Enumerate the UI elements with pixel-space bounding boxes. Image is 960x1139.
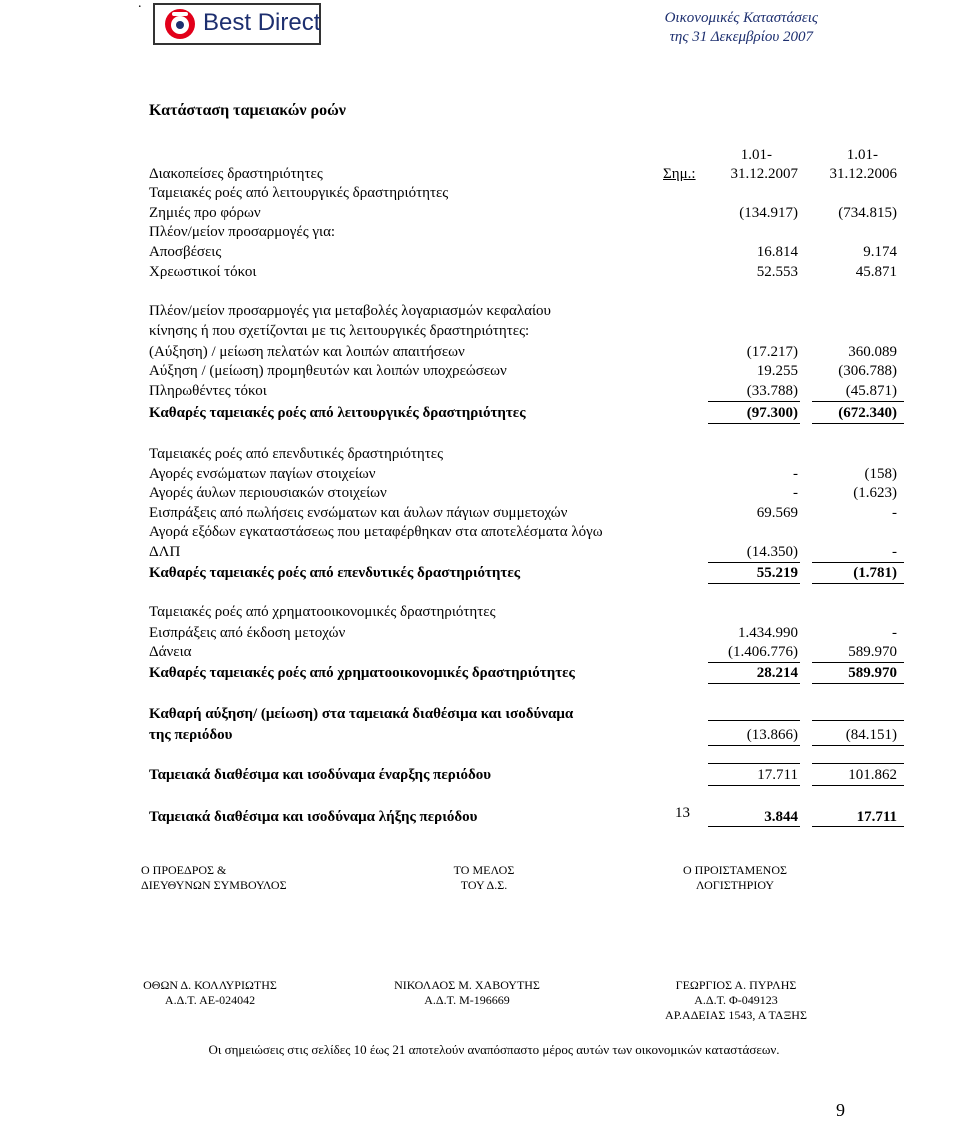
row-value-2006: (734.815) — [838, 205, 897, 221]
underline — [708, 683, 800, 684]
signatory-1-details — [120, 978, 300, 1008]
signatory-3-id: Α.Δ.Τ. Φ-049123 — [694, 993, 778, 1007]
underline — [812, 562, 904, 563]
row-value-2006: - — [892, 544, 897, 560]
signatory-2-title — [414, 863, 554, 893]
underline — [812, 826, 904, 827]
underline — [812, 763, 904, 764]
underline — [812, 583, 904, 584]
row-total-value-2006: (1.781) — [853, 565, 897, 581]
section-investing-heading: Ταμειακές ροές από επενδυτικές δραστηριότητες — [149, 446, 444, 462]
note-reference: 13 — [675, 805, 690, 821]
row-label: Πληρωθέντες τόκοι — [149, 383, 267, 399]
underline — [708, 423, 800, 424]
row-total-value-2007: 28.214 — [756, 665, 798, 681]
underline — [708, 583, 800, 584]
column-label: Διακοπείσες δραστηριότητες — [149, 166, 323, 182]
row-value-2006: 589.970 — [848, 644, 897, 660]
stray-mark: . — [138, 0, 142, 11]
row-total-value-2006: 17.711 — [856, 809, 897, 825]
row-value-2006: 45.871 — [855, 264, 897, 280]
signatory-1-title — [128, 863, 308, 893]
signatory-2-title-line1: ΤΟ ΜΕΛΟΣ — [453, 863, 515, 877]
row-total-label: Καθαρές ταμειακές ροές από χρηματοοικονομικές δραστηριότητες — [149, 665, 575, 681]
row-value-2007: (33.788) — [746, 383, 798, 399]
underline — [812, 720, 904, 721]
section-operating-heading: Ταμειακές ροές από λειτουργικές δραστηριότητες — [149, 185, 449, 201]
signatory-3-details — [636, 978, 836, 1023]
row-label: Χρεωστικοί τόκοι — [149, 264, 257, 280]
row-label: Δάνεια — [149, 644, 192, 660]
row-total-value-2006: (672.340) — [838, 405, 897, 421]
logo-mark-icon — [163, 7, 197, 41]
row-value-2007: - — [793, 466, 798, 482]
signatory-1-name: ΟΘΩΝ Δ. ΚΟΛΛΥΡΙΩΤΗΣ — [143, 978, 277, 992]
underline — [812, 423, 904, 424]
row-value-2006: 360.089 — [848, 344, 897, 360]
row-label: (Αύξηση) / μείωση πελατών και λοιπών απαιτήσεων — [149, 344, 465, 360]
row-label: Αύξηση / (μείωση) προμηθευτών και λοιπών υποχρεώσεων — [149, 363, 507, 379]
row-label: Πλέον/μείον προσαρμογές για μεταβολές λογαριασμών κεφαλαίου — [149, 303, 551, 319]
underline — [812, 662, 904, 663]
underline — [708, 763, 800, 764]
row-total-value-2007: 3.844 — [764, 809, 798, 825]
row-value-2006: - — [892, 505, 897, 521]
underline — [708, 401, 800, 402]
underline — [708, 826, 800, 827]
row-value-2007: 69.569 — [756, 505, 798, 521]
signatory-2-title-line2: ΤΟΥ Δ.Σ. — [460, 878, 508, 892]
row-value-2006: - — [892, 625, 897, 641]
signatory-3-title-line1: Ο ΠΡΟΙΣΤΑΜΕΝΟΣ — [682, 863, 787, 877]
row-total-label: της περιόδου — [149, 727, 233, 743]
underline — [708, 662, 800, 663]
section-financing-heading: Ταμειακές ροές από χρηματοοικονομικές δραστηριότητες — [149, 604, 496, 620]
row-value-2006: (158) — [864, 466, 897, 482]
row-total-label: Καθαρές ταμειακές ροές από επενδυτικές δραστηριότητες — [149, 565, 521, 581]
underline — [708, 785, 800, 786]
row-label: Αποσβέσεις — [149, 244, 222, 260]
col1-header-line2: 31.12.2007 — [730, 166, 798, 182]
signatory-3-license: ΑΡ.ΑΔΕΙΑΣ 1543, Α ΤΑΞΗΣ — [665, 1008, 807, 1022]
signatory-3-name: ΓΕΩΡΓΙΟΣ Α. ΠΥΡΛΗΣ — [675, 978, 797, 992]
signatory-1-title-line1: Ο ΠΡΟΕΔΡΟΣ & — [141, 863, 227, 877]
row-value-2006: (306.788) — [838, 363, 897, 379]
note-column-header: Σημ.: — [663, 166, 696, 182]
underline — [812, 683, 904, 684]
row-label: κίνησης ή που σχετίζονται με τις λειτουργικές δραστηριότητες: — [149, 323, 530, 339]
logo-text: Best Direct — [203, 9, 321, 36]
signatory-1-id: Α.Δ.Τ. ΑΕ-024042 — [164, 993, 256, 1007]
page-title: Κατάσταση ταμειακών ροών — [149, 102, 346, 119]
row-value-2007: 19.255 — [756, 363, 798, 379]
document-header — [665, 9, 818, 47]
row-value-2007: (14.350) — [746, 544, 798, 560]
signatory-3-title-line2: ΛΟΓΙΣΤΗΡΙΟΥ — [695, 878, 775, 892]
row-value-2007: - — [793, 485, 798, 501]
underline — [708, 745, 800, 746]
row-label: Πλέον/μείον προσαρμογές για: — [149, 224, 336, 240]
signatory-3-title — [665, 863, 805, 893]
signatory-2-id: Α.Δ.Τ. Μ-196669 — [424, 993, 510, 1007]
underline — [812, 785, 904, 786]
underline — [708, 562, 800, 563]
row-total-value-2007: 55.219 — [756, 565, 798, 581]
footer-note: Οι σημειώσεις στις σελίδες 10 έως 21 αποτελούν αναπόσπαστο μέρος αυτών των οικονομικών καταστάσεων. — [208, 1042, 780, 1057]
row-value-2007: 52.553 — [756, 264, 798, 280]
row-label: Εισπράξεις από έκδοση μετοχών — [149, 625, 346, 641]
header-line-1: Οικονομικές Καταστάσεις — [664, 10, 818, 26]
col2-header-line1: 1.01- — [846, 147, 878, 163]
row-total-label: Καθαρές ταμειακές ροές από λειτουργικές δραστηριότητες — [149, 405, 526, 421]
underline — [708, 720, 800, 721]
row-value-2007: 1.434.990 — [738, 625, 798, 641]
row-label: Αγορές ενσώματων παγίων στοιχείων — [149, 466, 376, 482]
row-value-2007: (13.866) — [746, 727, 798, 743]
page-number: 9 — [836, 1100, 845, 1120]
row-total-value-2007: (97.300) — [746, 405, 798, 421]
row-value-2006: (1.623) — [853, 485, 897, 501]
underline — [812, 745, 904, 746]
col1-header-line1: 1.01- — [740, 147, 772, 163]
row-label: Αγορά εξόδων εγκαταστάσεως που μεταφέρθηκαν στα αποτελέσματα λόγω — [149, 524, 603, 540]
company-logo — [153, 3, 321, 45]
row-value-2006: 101.862 — [848, 767, 897, 783]
row-value-2007: 16.814 — [756, 244, 798, 260]
underline — [812, 401, 904, 402]
row-total-value-2006: 589.970 — [848, 665, 897, 681]
row-value-2006: (84.151) — [845, 727, 897, 743]
row-label: Ζημιές προ φόρων — [149, 205, 261, 221]
header-line-2: της 31 Δεκεμβρίου 2007 — [669, 29, 814, 45]
row-value-2006: 9.174 — [863, 244, 897, 260]
col2-header-line2: 31.12.2006 — [829, 166, 897, 182]
row-value-2006: (45.871) — [845, 383, 897, 399]
signatory-2-name: ΝΙΚΟΛΑΟΣ Μ. ΧΑΒΟΥΤΗΣ — [394, 978, 540, 992]
signatory-2-details — [367, 978, 567, 1008]
row-label: Αγορές άυλων περιουσιακών στοιχείων — [149, 485, 387, 501]
row-value-2007: 17.711 — [757, 767, 798, 783]
row-total-label: Ταμειακά διαθέσιμα και ισοδύναμα έναρξης περιόδου — [149, 767, 492, 783]
row-label: Εισπράξεις από πωλήσεις ενσώματων και άυλων πάγιων συμμετοχών — [149, 505, 568, 521]
row-value-2007: (1.406.776) — [728, 644, 798, 660]
row-total-label: Ταμειακά διαθέσιμα και ισοδύναμα λήξης περιόδου — [149, 809, 478, 825]
row-total-label: Καθαρή αύξηση/ (μείωση) στα ταμειακά διαθέσιμα και ισοδύναμα — [149, 706, 574, 722]
row-value-2007: (17.217) — [746, 344, 798, 360]
row-label: ΔΛΠ — [149, 544, 181, 560]
row-value-2007: (134.917) — [739, 205, 798, 221]
signatory-1-title-line2: ΔΙΕΥΘΥΝΩΝ ΣΥΜΒΟΥΛΟΣ — [141, 878, 287, 892]
